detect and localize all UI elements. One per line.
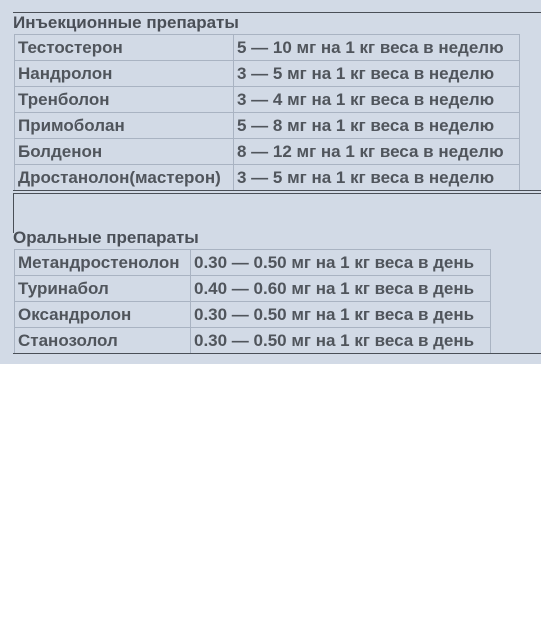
bottom-divider	[13, 353, 541, 354]
drug-name-cell: Дростанолон(мастерон)	[15, 165, 234, 191]
drug-name-cell: Оксандролон	[15, 302, 191, 328]
table-row	[15, 276, 491, 302]
table-row	[15, 250, 491, 276]
drug-name-cell: Тестостерон	[15, 35, 234, 61]
oral-section-title: Оральные препараты	[13, 228, 199, 247]
dose-cell: 0.30 — 0.50 мг на 1 кг веса в день	[191, 328, 491, 354]
section-divider	[13, 190, 541, 191]
injectable-section-title: Инъекционные препараты	[13, 13, 239, 32]
table-row	[15, 35, 520, 61]
table-row	[15, 165, 520, 191]
table-row	[15, 87, 520, 113]
drug-name-cell: Нандролон	[15, 61, 234, 87]
drug-name-cell: Туринабол	[15, 276, 191, 302]
drug-name-cell: Метандростенолон	[15, 250, 191, 276]
section-divider	[13, 193, 541, 194]
dose-cell: 8 — 12 мг на 1 кг веса в неделю	[234, 139, 520, 165]
table-row	[15, 61, 520, 87]
section-edge	[13, 193, 14, 233]
dose-cell: 3 — 5 мг на 1 кг веса в неделю	[234, 165, 520, 191]
dose-cell: 0.40 — 0.60 мг на 1 кг веса в день	[191, 276, 491, 302]
injectable-dosage-table	[14, 34, 520, 191]
dose-cell: 3 — 5 мг на 1 кг веса в неделю	[234, 61, 520, 87]
dose-cell: 5 — 10 мг на 1 кг веса в неделю	[234, 35, 520, 61]
drug-name-cell: Примоболан	[15, 113, 234, 139]
drug-name-cell: Станозолол	[15, 328, 191, 354]
drug-name-cell: Тренболон	[15, 87, 234, 113]
drug-name-cell: Болденон	[15, 139, 234, 165]
table-row	[15, 302, 491, 328]
table-row	[15, 328, 491, 354]
dose-cell: 3 — 4 мг на 1 кг веса в неделю	[234, 87, 520, 113]
table-row	[15, 113, 520, 139]
table-row	[15, 139, 520, 165]
oral-dosage-table	[14, 249, 491, 354]
dose-cell: 5 — 8 мг на 1 кг веса в неделю	[234, 113, 520, 139]
dose-cell: 0.30 — 0.50 мг на 1 кг веса в день	[191, 302, 491, 328]
dose-cell: 0.30 — 0.50 мг на 1 кг веса в день	[191, 250, 491, 276]
